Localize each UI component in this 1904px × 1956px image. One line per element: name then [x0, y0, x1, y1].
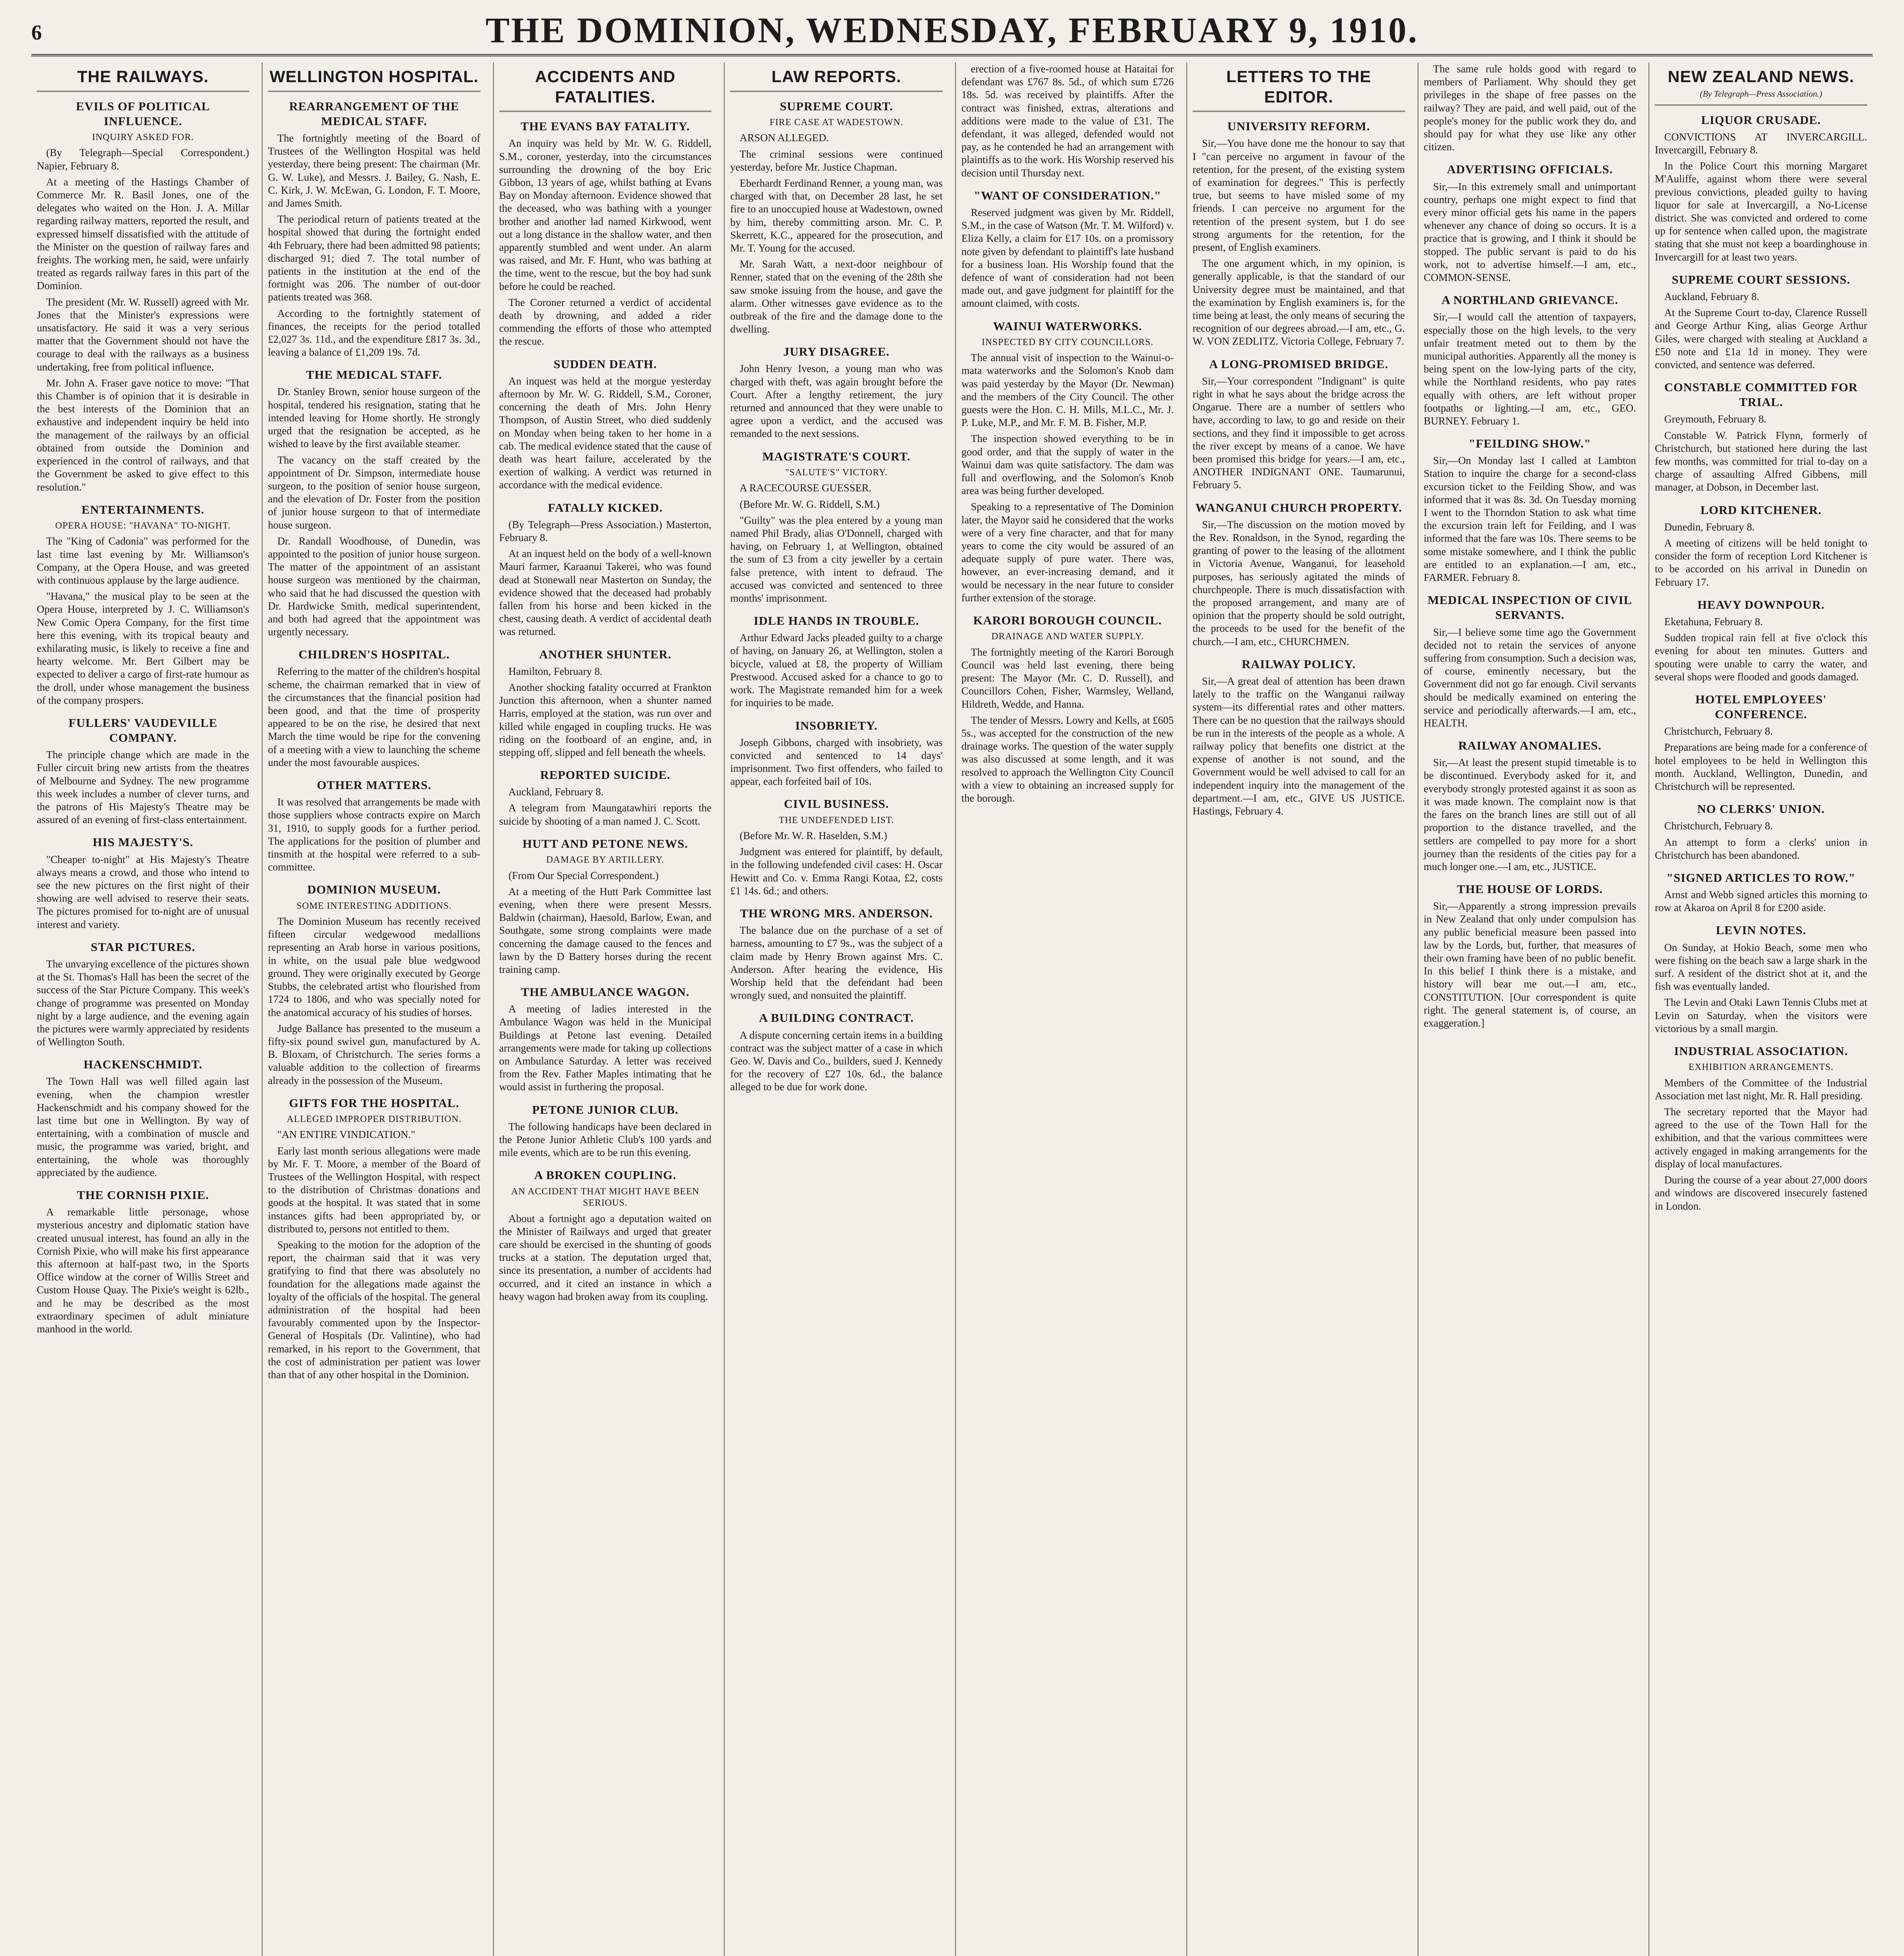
article-paragraph: Joseph Gibbons, charged with insobriety, was convicted and sentenced to 14 days' imprisonment. Two first offenders, who failed to appear, each forfeited bail of 10s.	[730, 736, 943, 787]
article-headline: KARORI BOROUGH COUNCIL.	[973, 613, 1162, 627]
article-headline: "SIGNED ARTICLES TO ROW."	[1666, 870, 1856, 885]
article-paragraph: John Henry Iveson, a young man who was charged with theft, was again brought before the Court. After a lengthy retirement, the jury returned and announced that they were unable to agree upon a verdict, and the accused was remanded to the next sessions.	[730, 363, 943, 440]
article-headline: STAR PICTURES.	[91, 940, 195, 954]
article-headline: THE AMBULANCE WAGON.	[521, 985, 689, 999]
heading-rule	[1655, 104, 1867, 106]
article	[730, 906, 943, 1002]
article-headline: A BUILDING CONTRACT.	[759, 1011, 914, 1025]
article	[730, 99, 943, 336]
article-paragraph: Sir,—On Monday last I called at Lambton Station to inquire the charge for a second-class excursion ticket to the Feilding Show, and was informed that it was 8s. 3d. On Tuesday morning I went to the Thorndon Station to ask what time the excursion train left for Feilding, and I was informed that the fare was 10s. There seems to be some mistake somewhere, and I think the public are entitled to an explanation.—I am, etc., FARMER. February 8.	[1424, 455, 1636, 584]
article-headline: DOMINION MUSEUM.	[307, 883, 441, 897]
article-headline: HUTT AND PETONE NEWS.	[522, 836, 688, 850]
article-headline: ANOTHER SHUNTER.	[539, 647, 671, 661]
column-4	[724, 63, 948, 1956]
article-paragraph: An inquiry was held by Mr. W. G. Riddell, S.M., coroner, yesterday, into the circumstances surrounding the drowning of the boy Eric Gibbon, 13 years of age, whilst bathing at Evans Bay on Monday afternoon. Evidence showed that the deceased, who was bathing with a younger brother and another lad named Kirkwood, went out a long distance in the shallow water, and then apparently stumbled and went under. An alarm was raised, and Mr. F. Hunt, who was bathing at the time, went to the rescue, but the boy had sunk before he could be reached.	[499, 137, 712, 292]
article	[1655, 597, 1867, 683]
article	[730, 344, 943, 440]
heading-rule	[37, 91, 249, 92]
article-paragraph: Eberhardt Ferdinand Renner, a young man, was charged with that, on December 28 last, he set fire to an unoccupied house at Wadestown, owned by him, thereby committing arson. Mr. C. P. Skerrett, K.C., appeared for the prosecution, and Mr. T. Young for the accused.	[730, 177, 943, 254]
article-paragraph: The Coroner returned a verdict of accidental death by drowning, and added a rider commending the efforts of those who attempted the rescue.	[499, 296, 712, 347]
newspaper-title: THE DOMINION, WEDNESDAY, FEBRUARY 9, 1910.	[485, 10, 1419, 50]
column-heading: WELLINGTON HOSPITAL.	[270, 67, 479, 86]
article	[1424, 63, 1636, 153]
article-paragraph: Sir,—Apparently a strong impression prevails in New Zealand that only under compulsion has any public beneficial measure been passed into law by the Lords, but, further, that measures of their own framing have been of no public benefit. In this belief I think there is a mistake, and history will bear me out.—I am, etc., CONSTITUTION. [Our correspondent is quite right. The general statement is, of course, an exaggeration.]	[1424, 900, 1636, 1029]
article	[1424, 436, 1636, 584]
column-heading: LETTERS TO THE EDITOR.	[1226, 67, 1371, 106]
article	[1424, 738, 1636, 873]
article	[37, 835, 249, 931]
article-headline: RAILWAY POLICY.	[1242, 657, 1356, 671]
article-paragraph: (By Telegraph—Press Association.) Masterton, February 8.	[499, 518, 712, 543]
article-paragraph: Speaking to the motion for the adoption of the report, the chairman said that it was very gratifying to find that there was absolutely no foundation for the allegations made against the loyalty of the officials of the hospital. The general administration of the hospital had been favourably commented upon by the Inspector-General of Hospitals (Dr. Valintine), who had remarked, in his report to the Government, that the cost of administration per patient was lower than that of any other hospital in the Dominion.	[268, 1239, 480, 1381]
article-headline: LIQUOR CRUSADE.	[1701, 113, 1821, 127]
article-subheadline: FIRE CASE AT WADESTOWN.	[769, 117, 903, 128]
article	[499, 1102, 712, 1160]
article-headline: CHILDREN'S HOSPITAL.	[298, 647, 450, 662]
page-number: 6	[31, 21, 42, 44]
article-paragraph: Sir,—You have done me the honour to say that I "can perceive no argument in favour of the retention, for the present, of the existing system of examination for degrees." This is perfectly true, but seems to have misled some of my friends. I can perceive no argument for the retention of the present system, but I do see strong arguments for the retention, for the present, of English examiners.	[1192, 137, 1405, 253]
article-paragraph: In the Police Court this morning Margaret M'Auliffe, against whom there were several previous convictions, pleaded guilty to having liquor for sale at Invercargill, a No-License district. She was convicted and ordered to come up for sentence when called upon, the magistrate stating that she must not keep a boardinghouse in Invercargill for at least two years.	[1655, 160, 1867, 263]
article	[1424, 882, 1636, 1030]
article	[961, 188, 1174, 310]
article-paragraph: erection of a five-roomed house at Hataitai for defendant was £767 8s. 5d., of which sum £726 18s. 5d. was received by plaintiffs. After the contract was finished, extras, alterations and additions were made to the value of £31. The defendant, it was alleged, defended would not pay, as he contended he had an arrangement with plaintiffs as to the work. His Worship reserved his decision until Thursday next.	[961, 63, 1174, 179]
column-6	[1186, 63, 1411, 1956]
article-paragraph: (Before Mr. W. G. Riddell, S.M.)	[740, 498, 880, 510]
heading-rule	[1193, 111, 1405, 112]
article-paragraph: Arnst and Webb signed articles this morning to row at Akaroa on April 8 for £200 aside.	[1655, 889, 1867, 914]
article	[730, 449, 943, 605]
article-paragraph: Auckland, February 8.	[508, 786, 604, 798]
heading-rule	[268, 91, 480, 92]
article-paragraph: A meeting of citizens will be held tonight to consider the form of reception Lord Kitchener is to be accorded on his arrival in Dunedin on February 17.	[1655, 537, 1867, 588]
article	[37, 1057, 249, 1179]
article-paragraph: During the course of a year about 27,000 doors and windows are discovered insecurely fastened in London.	[1655, 1174, 1867, 1212]
article-headline: "FEILDING SHOW."	[1468, 437, 1591, 451]
article-paragraph: The Levin and Otaki Lawn Tennis Clubs met at Levin on Saturday, when the visitors were victorious by a small margin.	[1655, 996, 1867, 1034]
article-headline: REPORTED SUICIDE.	[540, 768, 671, 782]
article-headline: GIFTS FOR THE HOSPITAL.	[289, 1096, 459, 1110]
article-paragraph: The fortnightly meeting of the Karori Borough Council was held last evening, there being present: The Mayor (Mr. C. D. Russell), and Councillors Cohen, Fisher, Warmsley, Welland, Hildreth, Wedde, and Hanna.	[961, 646, 1174, 710]
column-1	[31, 63, 255, 1956]
article-paragraph: The inspection showed everything to be in good order, and that the supply of water in the Wainui dam was quite satisfactory. The dam was full and overflowing, and the Solomon's Knob area was being further developed.	[961, 433, 1174, 497]
article-paragraph: (From Our Special Correspondent.)	[508, 869, 659, 881]
article-paragraph: Judgment was entered for plaintiff, by default, in the following undefended civil cases: H. Oscar Hewitt and Co. v. Emma Rangi Kotaa, £2, costs £1 14s. 6d.; and others.	[730, 846, 943, 897]
article-paragraph: Eketahuna, February 8.	[1664, 615, 1763, 627]
article-paragraph: Sir,—I would call the attention of taxpayers, especially those on the high levels, to the very unfair treatment meted out to them by the municipal authorities. Apparently all the money is being spent on the low-lying parts of the city, while the Northland residents, who pay rates equally with others, are left without proper footpaths or lighting.—I am, etc., GEO. BURNEY. February 1.	[1424, 311, 1636, 427]
article-headline: HIS MAJESTY'S.	[92, 835, 193, 849]
article-headline: LEVIN NOTES.	[1716, 923, 1807, 937]
article-headline: FATALLY KICKED.	[548, 500, 663, 514]
article	[730, 796, 943, 897]
newspaper-columns	[31, 63, 1873, 1956]
article-paragraph: A meeting of ladies interested in the Ambulance Wagon was held in the Municipal Buildings at Petone last evening. Detailed arrangements were made for taking up collections on Ambulance Saturday. A letter was received from the Rev. Father Maples intimating that he would assist in furthering the proposal.	[499, 1003, 712, 1093]
article-paragraph: A dispute concerning certain items in a building contract was the subject matter of a case in which Geo. W. Davis and Co., builders, sued J. Kennedy for the recovery of £27 10s. 6d., the balance alleged to be due for work done.	[730, 1029, 943, 1093]
article	[730, 1010, 943, 1093]
article-paragraph: The secretary reported that the Mayor had agreed to the use of the Town Hall for the exhibition, and that the various committees were actively engaged in making arrangements for the display of local manufactures.	[1655, 1106, 1867, 1170]
article-paragraph: Early last month serious allegations were made by Mr. F. T. Moore, a member of the Board of Trustees of the Wellington Hospital, with respect to the distribution of Christmas donations and goods at the hospital. It was stated that in some instances gifts had been appropriated by, or distributed to, persons not entitled to them.	[268, 1145, 480, 1235]
article-headline: HACKENSCHMIDT.	[83, 1057, 203, 1071]
article	[1655, 380, 1867, 494]
article	[1193, 119, 1405, 348]
article-paragraph: Arthur Edward Jacks pleaded guilty to a charge of having, on January 26, at Wellington, stolen a bicycle, valued at £8, the property of William Prestwood. Accused asked for a chance to go to work. The Magistrate remanded him for a week for inquiries to be made.	[730, 632, 943, 709]
article	[499, 647, 712, 759]
article	[1193, 357, 1405, 492]
article-headline: EVILS OF POLITICAL INFLUENCE.	[76, 99, 210, 128]
article-headline: A LONG-PROMISED BRIDGE.	[1209, 357, 1389, 371]
column-heading: LAW REPORTS.	[771, 67, 902, 86]
article	[499, 985, 712, 1094]
article-paragraph: The balance due on the purchase of a set of harness, amounting to £7 9s., was the subject of a claim made by Henry Brown against Mrs. C. Anderson. After hearing the evidence, His Worship held that the defendant had been wrongly sued, and nonsuited the plaintiff.	[730, 924, 943, 1001]
article-paragraph: "AN ENTIRE VINDICATION."	[277, 1129, 416, 1141]
article	[1424, 162, 1636, 284]
article	[499, 500, 712, 638]
article-headline: THE MEDICAL STAFF.	[306, 368, 443, 382]
article	[1655, 870, 1867, 915]
article	[1193, 500, 1405, 648]
article	[961, 319, 1174, 605]
column-heading: ACCIDENTS AND FATALITIES.	[535, 67, 676, 106]
article	[37, 1188, 249, 1336]
article-paragraph: The criminal sessions were continued yesterday, before Mr. Justice Chapman.	[730, 148, 943, 173]
article	[1655, 503, 1867, 589]
column-5	[955, 63, 1179, 1956]
article-paragraph: Hamilton, February 8.	[508, 665, 603, 677]
article-paragraph: Members of the Committee of the Industrial Association met last night, Mr. R. Hall presiding.	[1655, 1077, 1867, 1102]
article-subheadline: ALLEGED IMPROPER DISTRIBUTION.	[286, 1114, 462, 1124]
article-paragraph: Another shocking fatality occurred at Frankton Junction this afternoon, when a shunter named Harris, employed at the station, was run over and killed while engaged in coupling trucks. He was riding on the footboard of an engine, and, in stepping off, slipped and fell beneath the wheels.	[499, 681, 712, 758]
article	[499, 836, 712, 976]
article-paragraph: An inquest was held at the morgue yesterday afternoon by Mr. W. G. Riddell, S.M., Coroner, concerning the death of Mrs. John Henry Thompson, of Austin Street, who died suddenly on Monday when being taken to her home in a cab. The medical evidence stated that the cause of death was heart failure, accelerated by the exertion of walking. A verdict was returned in accordance with the medical evidence.	[499, 375, 712, 491]
article-headline: HOTEL EMPLOYEES' CONFERENCE.	[1695, 692, 1827, 721]
article-paragraph: At the Supreme Court to-day, Clarence Russell and George Arthur King, alias George Arthur Giles, were charged with stealing at Auckland a £50 note and £1a 1d in money. They were convicted, and sentence was deferred.	[1655, 307, 1867, 370]
article	[730, 613, 943, 709]
article	[499, 1168, 712, 1303]
article-headline: CIVIL BUSINESS.	[784, 797, 889, 811]
article-paragraph: Auckland, February 8.	[1664, 290, 1760, 302]
article-headline: MAGISTRATE'S COURT.	[762, 449, 911, 463]
article-headline: THE EVANS BAY FATALITY.	[520, 119, 690, 133]
article	[268, 1096, 480, 1382]
article-paragraph: "Havana," the musical play to be seen at the Opera House, interpreted by J. C. Williamson's New Comic Opera Company, for the first time here this evening, with its tropical beauty and exhilarating music, is likely to receive a fine and hearty welcome. Mr. Bert Gilbert may be expected to deliver a cargo of first-rate humour as the droll, under whose management the business of the company prospers.	[37, 590, 249, 706]
article	[268, 778, 480, 874]
article	[1655, 692, 1867, 793]
article-paragraph: It was resolved that arrangements be made with those suppliers whose contracts expire on March 31, 1910, to supply goods for a further period. The applications for the position of plumber and tinsmith at the hospital were referred to a sub-committee.	[268, 796, 480, 873]
article-headline: THE HOUSE OF LORDS.	[1457, 882, 1603, 896]
article	[1424, 293, 1636, 428]
article-headline: ENTERTAINMENTS.	[81, 502, 205, 516]
article-headline: RAILWAY ANOMALIES.	[1458, 739, 1602, 753]
article-subheadline: DAMAGE BY ARTILLERY.	[546, 855, 664, 865]
article-paragraph: Sir,—Your correspondent "Indignant" is quite right in what he says about the bridge across the Ongarue. There are a number of settlers who have, according to law, to go and reside on their sections, and they find it impossible to get across the river except by means of a canoe. We have been promised this bridge for years.—I am, etc., ANOTHER INDIGNANT ONE. Taumarunui, February 5.	[1192, 375, 1405, 491]
article-subheadline: EXHIBITION ARRANGEMENTS.	[1688, 1062, 1834, 1073]
article-paragraph: The fortnightly meeting of the Board of Trustees of the Wellington Hospital was held yesterday, there being present: The chairman (Mr. G. W. Luke), and Messrs. J. Bailey, G. Nash, E. C. Kirk, J. W. McEwan, G. London, F. T. Moore, and James Smith.	[268, 132, 480, 209]
article	[730, 718, 943, 788]
article	[1655, 802, 1867, 862]
column-2	[262, 63, 486, 1956]
article-paragraph: At an inquest held on the body of a well-known Mauri farmer, Karaanui Takerei, who was found dead at Stonewall near Masterton on Sunday, the evidence showed that the deceased had probably fallen from his horse and been kicked in the chest, causing death. A verdict of accidental death was returned.	[499, 548, 712, 638]
article-headline: JURY DISAGREE.	[783, 345, 890, 359]
article-headline: WANGANUI CHURCH PROPERTY.	[1195, 500, 1402, 514]
article-paragraph: Mr. John A. Fraser gave notice to move: "That this Chamber is of opinion that it is desirable in the best interests of the Dominion that an exhaustive and independent inquiry be held into the management of the railways by an official obtained from outside the Dominion and experienced in the control of railways, and that the Government be asked to give effect to this resolution."	[37, 377, 249, 493]
article-paragraph: The Town Hall was well filled again last evening, when the champion wrestler Hackenschmidt and his company showed for the last time but one in Wellington. By way of entertaining, with a combination of muscle and music, the programme was varied, bright, and entertaining, the whole was thoroughly appreciated by the audience.	[37, 1075, 249, 1178]
article-subheadline: "SALUTE'S" VICTORY.	[785, 467, 888, 478]
article	[268, 882, 480, 1087]
heading-rule	[499, 111, 712, 112]
article-paragraph: CONVICTIONS AT INVERCARGILL. Invercargill, February 8.	[1655, 131, 1867, 156]
article-paragraph: Dr. Stanley Brown, senior house surgeon of the hospital, tendered his resignation, stating that he intended leaving for Home shortly. He strongly urged that the resignation be accepted, as he wished to leave by the first available steamer.	[268, 386, 480, 450]
article	[37, 940, 249, 1049]
article	[1655, 923, 1867, 1035]
article-paragraph: Mr. Sarah Watt, a next-door neighbour of Renner, stated that on the evening of the 28th she saw smoke issuing from the house, and gave the alarm. Other witnesses gave evidence as to the outbreak of the fire and the damage done to the dwelling.	[730, 258, 943, 335]
article-paragraph: (By Telegraph—Special Correspondent.) Napier, February 8.	[37, 147, 249, 172]
article-paragraph: The following handicaps have been declared in the Petone Junior Athletic Club's 100 yards and mile events, which are to be run this evening.	[499, 1120, 712, 1159]
article-paragraph: The president (Mr. W. Russell) agreed with Mr. Jones that the Minister's expressions were unsatisfactory. He said it was a very serious matter that the Government should not have the courage to deal with the railways as a business undertaking, free from political influence.	[37, 296, 249, 373]
article-paragraph: Judge Ballance has presented to the museum a fifty-six pound swivel gun, manufactured by A. B. Bloxam, of Christchurch. The series forms a valuable addition to the collection of firearms already in the possession of the Museum.	[268, 1022, 480, 1086]
article-paragraph: Dunedin, February 8.	[1664, 521, 1755, 533]
article-paragraph: "Cheaper to-night" at His Majesty's Theatre always means a crowd, and those who intend to see the new pictures on the first night of their showing are well advised to reserve their seats. The pictures promised for to-night are of unusual interest and variety.	[37, 853, 249, 930]
article-paragraph: The "King of Cadonia" was performed for the last time last evening by Mr. Williamson's Company, at the Opera House, and was greeted with continuous applause by the large audience.	[37, 535, 249, 586]
article-headline: ADVERTISING OFFICIALS.	[1447, 162, 1613, 176]
article-paragraph: The principle change which are made in the Fuller circuit bring new artists from the theatres of Melbourne and Sydney. The new programme this week includes a number of clever turns, and the patrons of His Majesty's Theatre may be assured of an evening of first-class entertainment.	[37, 749, 249, 826]
article	[268, 367, 480, 638]
article-subheadline: DRAINAGE AND WATER SUPPLY.	[991, 631, 1144, 642]
article-paragraph: Sir,—A great deal of attention has been drawn lately to the traffic on the Wanganui railway system—its differential rates and other matters. There can be no question that the railways should be run in the interests of the people as a whole. A railway policy that benefits one district at the expense of another is not sound, and the Government would be well advised to call for an independent inquiry into the management of the department.—I am, etc., GIVE US JUSTICE. Hastings, February 4.	[1192, 675, 1405, 817]
article-paragraph: A RACECOURSE GUESSER.	[740, 482, 872, 494]
article-paragraph: A remarkable little personage, whose mysterious ancestry and diplomatic station have created unusual interest, has found an ally in the Cornish Pixie, who will make his first appearance this afternoon at half-past two, in the Sports Office window at the corner of Willis Street and Custom House Quay. The Pixie's weight is 62lb., and he may be described as the most extraordinary specimen of adult miniature manhood in the world.	[37, 1206, 249, 1335]
article-subheadline: THE UNDEFENDED LIST.	[779, 815, 894, 825]
article	[37, 99, 249, 494]
article	[961, 63, 1174, 180]
article-paragraph: The unvarying excellence of the pictures shown at the St. Thomas's Hall has been the secret of the success of the Star Picture Company. This week's change of programme was presented on Monday night by a large audience, and the evening again the pictures were warmly appreciated by residents of Wellington South.	[37, 958, 249, 1048]
article-headline: THE CORNISH PIXIE.	[77, 1188, 209, 1202]
article	[499, 357, 712, 492]
article-paragraph: The annual visit of inspection to the Wainui-o-mata waterworks and the Solomon's Knob dam was paid yesterday by the Mayor (Dr. Newman) and the members of the City Council. The other guests were the Hon. C. H. Mills, M.L.C., Mr. J. P. Luke, M.P., and Mr. F. M. B. Fisher, M.P.	[961, 352, 1174, 429]
article-paragraph: On Sunday, at Hokio Beach, some men who were fishing on the beach saw a large shark in the surf. A resident of the district shot at it, and the fish was eventually landed.	[1655, 941, 1867, 992]
article-paragraph: The same rule holds good with regard to members of Parliament. Why should they get privileges in the shape of free passes on the railway? They are paid, and well paid, out of the people's money for the public work they do, and should pay for what they use like any other citizen.	[1424, 63, 1636, 153]
article-headline: NO CLERKS' UNION.	[1697, 802, 1825, 816]
article-headline: WAINUI WATERWORKS.	[993, 319, 1142, 333]
article-paragraph: Sir,—The discussion on the motion moved by the Rev. Ronaldson, in the Synod, regarding the granting of power to the leasing of the allotment in Victoria Avenue, Wanganui, for leasehold purposes, has seriously agitated the minds of churchpeople. There is much dissatisfaction with the proposed arrangement, and many are of opinion that the property should be sold outright, the proceeds to be used for the benefit of the church.—I am, etc., CHURCHMEN.	[1192, 518, 1405, 647]
article-paragraph: ARSON ALLEGED.	[740, 132, 829, 144]
article-paragraph: The vacancy on the staff created by the appointment of Dr. Simpson, intermediate house surgeon, to the position of senior house surgeon, and the elevation of Dr. Foster from the position of junior house surgeon to that of intermediate house surgeon.	[268, 454, 480, 531]
article-headline: THE WRONG MRS. ANDERSON.	[740, 906, 933, 920]
article-paragraph: Greymouth, February 8.	[1664, 413, 1767, 425]
article	[1655, 113, 1867, 264]
article	[268, 647, 480, 769]
article-subheadline: OPERA HOUSE: "HAVANA" TO-NIGHT.	[55, 520, 231, 531]
article-paragraph: "Guilty" was the plea entered by a young man named Phil Brady, alias O'Donnell, charged with having, on February 1, at Wellington, obtained the sum of £3 from a city jeweller by a certain false pretence, with intent to defraud. The accused was convicted and sentenced to three months' imprisonment.	[730, 514, 943, 604]
article-paragraph: At a meeting of the Hutt Park Committee last evening, when there were present Messrs. Baldwin (chairman), Haesold, Barlow, Ewan, and Southgate, some strong complaints were made concerning the damage caused to the fences and lawn by the D Battery horses during the recent training camp.	[499, 885, 712, 975]
article-headline: SUDDEN DEATH.	[553, 357, 657, 371]
article-headline: CONSTABLE COMMITTED FOR TRIAL.	[1664, 380, 1858, 409]
column-heading: NEW ZEALAND NEWS.	[1668, 67, 1854, 86]
column-3	[493, 63, 717, 1956]
article-headline: UNIVERSITY REFORM.	[1227, 119, 1370, 133]
article-paragraph: Christchurch, February 8.	[1664, 725, 1773, 737]
article-headline: A NORTHLAND GRIEVANCE.	[1441, 293, 1618, 307]
article-paragraph: Sir,—At least the present stupid timetable is to be discontinued. Everybody asked for it, and everybody strongly protested against it as soon as it was made known. The complaint now is that the fares on the branch lines are still out of all proportion to the distance travelled, and the settlers are compelled to pay more for a short journey than the residents of the cities pay for a much longer one.—I am, etc., JUSTICE.	[1424, 757, 1636, 872]
column-7	[1418, 63, 1642, 1956]
article-headline: LORD KITCHENER.	[1700, 503, 1822, 517]
article-paragraph: Speaking to a representative of The Dominion later, the Mayor said he considered that the works were of a very fine character, and that for many years to come the city would be assured of an adequate supply of pure water. There was, however, an ever-increasing demand, and it would be necessary in the near future to consider further extension of the storage.	[961, 501, 1174, 604]
article	[1193, 657, 1405, 818]
heading-rule	[730, 91, 943, 92]
article-subheadline: INSPECTED BY CITY COUNCILLORS.	[981, 337, 1154, 347]
article-paragraph: The one argument which, in my opinion, is generally applicable, is that the standard of our University degree must be maintained, and that the examination by English examiners is, for the time being at least, the only means of securing the recognition of our degrees abroad.—I am, etc., G. W. VON ZEDLITZ. Victoria College, February 7.	[1192, 257, 1405, 347]
article-headline: REARRANGEMENT OF THE MEDICAL STAFF.	[289, 99, 459, 128]
article-headline: INDUSTRIAL ASSOCIATION.	[1674, 1044, 1848, 1058]
article-paragraph: At a meeting of the Hastings Chamber of Commerce Mr. R. Basil Jones, one of the delegates who waited on the Hon. J. A. Millar regarding railway matters, reported the result, and expressed himself dissatisfied with the attitude of the Minister on the question of railway fares and freights. The working men, he said, were unfairly treated as regards railway fares in this part of the Dominion.	[37, 176, 249, 292]
article	[1424, 593, 1636, 730]
article-headline: PETONE JUNIOR CLUB.	[532, 1102, 678, 1116]
article-headline: SUPREME COURT SESSIONS.	[1672, 272, 1850, 286]
article-paragraph: A telegram from Maungatawhiri reports the suicide by shooting of a man named J. C. Scott.	[499, 802, 712, 827]
article-paragraph: Constable W. Patrick Flynn, formerly of Christchurch, but stationed here during the last few months, was committed for trial to-day on a charge of assaulting Alfred Gibbens, mill manager, at Dobson, in December last.	[1655, 429, 1867, 493]
article-paragraph: The tender of Messrs. Lowry and Kells, at £605 5s., was accepted for the construction of the new drainage works. The question of the water supply was also discussed at some length, and it was resolved to approach the Wellington City Council with a view to obtaining an increased supply for the borough.	[961, 714, 1174, 804]
article	[499, 119, 712, 348]
article-headline: OTHER MATTERS.	[317, 778, 432, 792]
article-headline: MEDICAL INSPECTION OF CIVIL SERVANTS.	[1427, 593, 1632, 622]
article-paragraph: Reserved judgment was given by Mr. Riddell, S.M., in the case of Watson (Mr. T. M. Wilford) v. Eliza Kelly, a claim for £17 10s. on a promissory note given by defendant to plaintiff's late husband for a business loan. His Worship found that the defence of want of consideration had not been made out, and gave judgment for plaintiff for the amount claimed, with costs.	[961, 206, 1174, 309]
column-8	[1648, 63, 1873, 1956]
article	[961, 613, 1174, 805]
article-paragraph: Dr. Randall Woodhouse, of Dunedin, was appointed to the position of junior house surgeon. The matter of the appointment of an assistant house surgeon was mentioned by the chairman, who said that he had discussed the question with Dr. Hardwicke Smith, medical superintendent, and both had agreed that the appointment was urgently necessary.	[268, 535, 480, 638]
article-paragraph: The Dominion Museum has recently received fifteen circular wedgewood medallions representing an Arab horse in various positions, in white, on the usual pale blue wedgwood ground. They were originally executed by George Stubbs, the celebrated artist who flourished from 1724 to 1806, and who was specially noted for the anatomical accuracy of his studies of horses.	[268, 915, 480, 1018]
article-subheadline: INQUIRY ASKED FOR.	[92, 132, 194, 142]
article-paragraph: About a fortnight ago a deputation waited on the Minister of Railways and urged that greater care should be exercised in the shunting of goods trucks at a station. The deputation urged that, since its presentation, a number of accidents had occurred, and it cited an instance in which a heavy wagon had broken away from its coupling.	[499, 1212, 712, 1302]
article-headline: IDLE HANDS IN TROUBLE.	[754, 614, 920, 628]
article-headline: A BROKEN COUPLING.	[534, 1168, 677, 1182]
article-subheadline: SOME INTERESTING ADDITIONS.	[296, 901, 452, 911]
article-headline: FULLERS' VAUDEVILLE COMPANY.	[68, 716, 218, 745]
article-paragraph: Sir,—I believe some time ago the Government decided not to retain the services of anyone suffering from consumption. Such a decision was, of course, eminently necessary, but the Government did not go far enough. Civil servants should be medically examined on entering the service and periodically afterwards.—I am, etc., HEALTH.	[1424, 626, 1636, 729]
article-paragraph: Referring to the matter of the children's hospital scheme, the chairman remarked that in view of the circumstances that the financial position had been good, and that the time of prosperity appeared to be on the rise, he desired that next March the time would be ripe for the convening of a meeting with a view to launching the scheme under the most favourable auspices.	[268, 665, 480, 768]
article-paragraph: An attempt to form a clerks' union in Christchurch has been abandoned.	[1655, 836, 1867, 861]
column-heading: THE RAILWAYS.	[77, 67, 209, 86]
article-subheadline: AN ACCIDENT THAT MIGHT HAVE BEEN SERIOUS.	[511, 1186, 700, 1208]
article	[1655, 272, 1867, 371]
article-paragraph: According to the fortnightly statement of finances, the receipts for the period totalled £2,027 3s. 11d., and the expenditure £817 3s. 3d., leaving a balance of £1,209 19s. 7d.	[268, 307, 480, 358]
article-paragraph: Preparations are being made for a conference of hotel employees to be held in Wellington this month. Auckland, Wellington, Dunedin, and Christchurch will be represented.	[1655, 741, 1867, 793]
article	[268, 99, 480, 359]
article-headline: HEAVY DOWNPOUR.	[1697, 597, 1825, 611]
article-headline: SUPREME COURT.	[779, 99, 893, 113]
article	[499, 768, 712, 828]
article-paragraph: (Before Mr. W. R. Haselden, S.M.)	[740, 830, 887, 842]
article-paragraph: The periodical return of patients treated at the hospital showed that during the fortnight ended 4th February, there had been admitted 98 patients; discharged 91; died 7. The total number of patients in the institution at the end of the fortnight was 206. The number of out-door patients treated was 368.	[268, 213, 480, 303]
masthead	[31, 7, 1873, 56]
article-headline: INSOBRIETY.	[795, 718, 878, 732]
article-headline: "WANT OF CONSIDERATION."	[974, 188, 1161, 202]
article	[37, 716, 249, 826]
column-subheading: (By Telegraph—Press Association.)	[1700, 88, 1822, 99]
article-paragraph: Sir,—In this extremely small and unimportant country, perhaps one might expect to find that every minor official gets his name in the papers whenever any chance of doing so occurs. It is a practice that is growing, and I think it should be stopped. The public servant is paid to do his work, not to advertise himself.—I am, etc., COMMON-SENSE.	[1424, 180, 1636, 283]
article	[1655, 1044, 1867, 1213]
article-paragraph: Christchurch, February 8.	[1664, 820, 1773, 832]
article-paragraph: Sudden tropical rain fell at five o'clock this evening for about ten minutes. Gutters and spouting were unable to carry the water, and several shops were flooded and goods damaged.	[1655, 632, 1867, 683]
article	[37, 502, 249, 707]
